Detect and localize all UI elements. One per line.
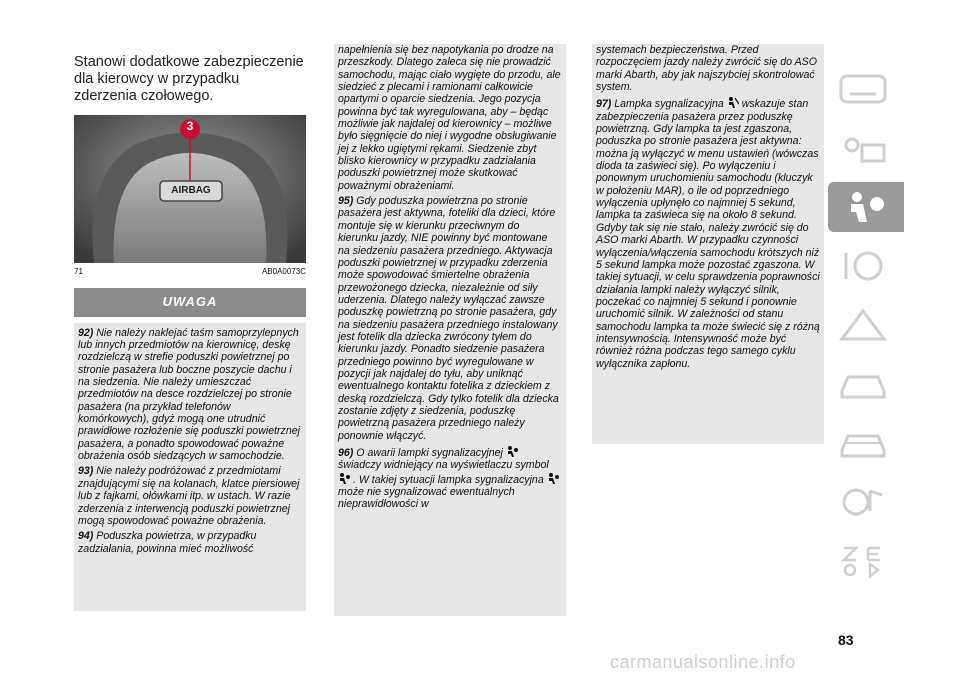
warning-title: UWAGA bbox=[74, 288, 306, 316]
warning-94-continued: napełnienia się bez napotykania po drodze na przeszkody. Dlatego zaleca się nie prowadzić samochodu, mając ciało wygięte do przodu, ale siedzieć z plecami i ramionami całkowicie opartymi o oparcie siedzenia. Jego pozycja powinna być tak wyregulowana, aby – będąc możliwie jak najdalej od kierownicy – możliwe było sięgnięcie do niej i wygodne obsługiwanie jej z lekko ugiętymi rękami. Siedzenie zbyt blisko kierownicy w przypadku zadziałania poduszki powietrznej może skutkować poważnymi obrażeniami. bbox=[338, 44, 561, 192]
car-data-icon bbox=[838, 426, 888, 460]
figure-caption bbox=[74, 266, 306, 278]
car-service-icon bbox=[838, 367, 888, 401]
warning-96-continued: systemach bezpieczeństwa. Przed rozpoczęciem jazdy należy zwrócić się do ASO marki Abarth, aby jak najszybciej skontrolować system. bbox=[596, 44, 817, 94]
tab-emergency[interactable] bbox=[830, 300, 896, 350]
tab-driving[interactable] bbox=[830, 241, 896, 291]
seatbelt-airbag-icon bbox=[841, 190, 891, 224]
warning-95: 95) Gdy poduszka powietrzna po stronie pasażera jest aktywna, foteliki dla dzieci, które montuje się w kierunku przeciwnym do kierunku jazdy, NIE powinny być montowane na siedzeniu pasażera przedniego. Aktywacja poduszki powietrznej w przypadku zderzenia może spowodować śmiertelne obrażenia przewożonego dziecka, niezależnie od siły uderzenia. Dlatego należy wyłączać zawsze poduszkę powietrzną po stronie pasażera, gdy na siedzeniu pasażera przedniego instalowany jest fotelik dla dziecka zwrócony tyłem do kierunku jazdy. Ponadto siedzenie pasażera przedniego powinno być wyregulowane w pozycji jak najdalej do tyłu, aby uniknąć ewentualnego kontaktu fotelika z dzieckiem z deską rozdzielczą. Gdy tylko fotelik dla dziecka zostanie zdjęty z siedzenia, poduszkę powietrzną pasażera przedniego należy ponownie włączyć. bbox=[338, 195, 559, 442]
airbag-figure bbox=[74, 115, 306, 263]
airbag-symbol-icon bbox=[338, 472, 350, 486]
tab-dashboard[interactable] bbox=[830, 64, 896, 114]
passenger-airbag-off-icon bbox=[727, 96, 739, 110]
tab-lights[interactable] bbox=[830, 123, 896, 173]
warning-93: 93) Nie należy podróżować z przedmiotami znajdującymi się na kolanach, klatce piersiowej lub z fajkami, ołówkami itp. w ustach. W razie zderzenia z interwencją poduszki powietrznej mogą spowodować poważne obrażenia. bbox=[78, 465, 300, 527]
figure-code: AB0A0073C bbox=[261, 267, 306, 276]
column-2 bbox=[334, 44, 566, 616]
airbag-warning-light-icon bbox=[547, 472, 559, 486]
tab-maintenance[interactable] bbox=[830, 359, 896, 409]
figure-callout: 3 bbox=[186, 119, 194, 133]
warning-panel bbox=[74, 323, 306, 611]
page-number: 83 bbox=[838, 632, 854, 648]
section-intro: Stanowi dodatkowe zabezpieczenie dla kierowcy w przypadku zderzenia czołowego. bbox=[74, 54, 304, 104]
column-1 bbox=[74, 50, 306, 611]
tab-safety[interactable] bbox=[828, 182, 904, 232]
light-and-mail-icon bbox=[838, 131, 888, 165]
airbag-label: AIRBAG bbox=[171, 185, 211, 196]
tab-multimedia[interactable] bbox=[830, 477, 896, 527]
tab-index[interactable] bbox=[830, 536, 896, 586]
warning-96: 96) O awarii lampki sygnalizacyjnej świadczy widniejący na wyświetlaczu symbol . W takiej sytuacji lampka sygnalizacyjna może nie sygnalizować ewentualnych nieprawidłowości w bbox=[338, 445, 562, 511]
column-3 bbox=[592, 44, 824, 444]
tab-specifications[interactable] bbox=[830, 418, 896, 468]
warning-94: 94) Poduszka powietrza, w przypadku zadziałania, powinna mieć możliwość bbox=[78, 530, 257, 555]
steering-wheel-icon bbox=[838, 249, 888, 283]
alphabet-index-icon bbox=[838, 544, 888, 578]
car-dashboard-icon bbox=[838, 72, 888, 106]
airbag-fault-icon bbox=[506, 445, 518, 459]
multimedia-icon bbox=[838, 485, 888, 519]
warning-92: 92) Nie należy naklejać taśm samoprzylepnych lub innych przedmiotów na kierownicę, deskę rozdzielczą w strefie poduszki powietrznej po stronie pasażera lub boczne poszycie dachu i na siedzenia. Nie należy umieszczać przedmiotów na desce rozdzielczej po stronie pasażera (na przykład telefonów komórkowych), gdyż mogą one utrudnić prawidłowe rozłożenie się poduszki powietrznej pasażera, a ponadto spowodować poważne obrażenia osób siedzących w samochodzie. bbox=[78, 326, 300, 463]
warning-triangle-icon bbox=[838, 308, 888, 342]
warning-97: 97) Lampka sygnalizacyjna wskazuje stan zabezpieczenia pasażera przez poduszkę powietrzną. Gdy lampka ta jest zgaszona, poduszka po stronie pasażera jest aktywna: można ją wyłączyć w menu ustawień (wówczas dioda ta zaświeci się). Po wyłączeniu i ponownym uruchomieniu samochodu (kluczyk w położeniu MAR), o ile od poprzedniego wyłączenia upłynęło co najmniej 5 sekund, lampka ta zaświeca się na około 8 sekund. Gdyby tak się nie stało, należy zwrócić się do ASO marki Abarth. W przypadku czynności wyłączenia/włączenia samochodu krótszych niż 5 sekund lampka może pozostać zgaszona. W takiej sytuacji, w celu sprawdzenia poprawności działania lampki należy wyłączyć silnik, poczekać co najmniej 5 sekund i ponownie uruchomić silnik. W zależności od stanu samochodu lampka ta może świecić się z różną intensywnością. Intensywność może być również różna podczas tego samego cyklu wyłącznika zapłonu. bbox=[596, 98, 820, 370]
figure-number: 71 bbox=[74, 267, 83, 276]
chapter-tabs bbox=[830, 64, 900, 595]
watermark: carmanualsonline.info bbox=[610, 652, 796, 672]
